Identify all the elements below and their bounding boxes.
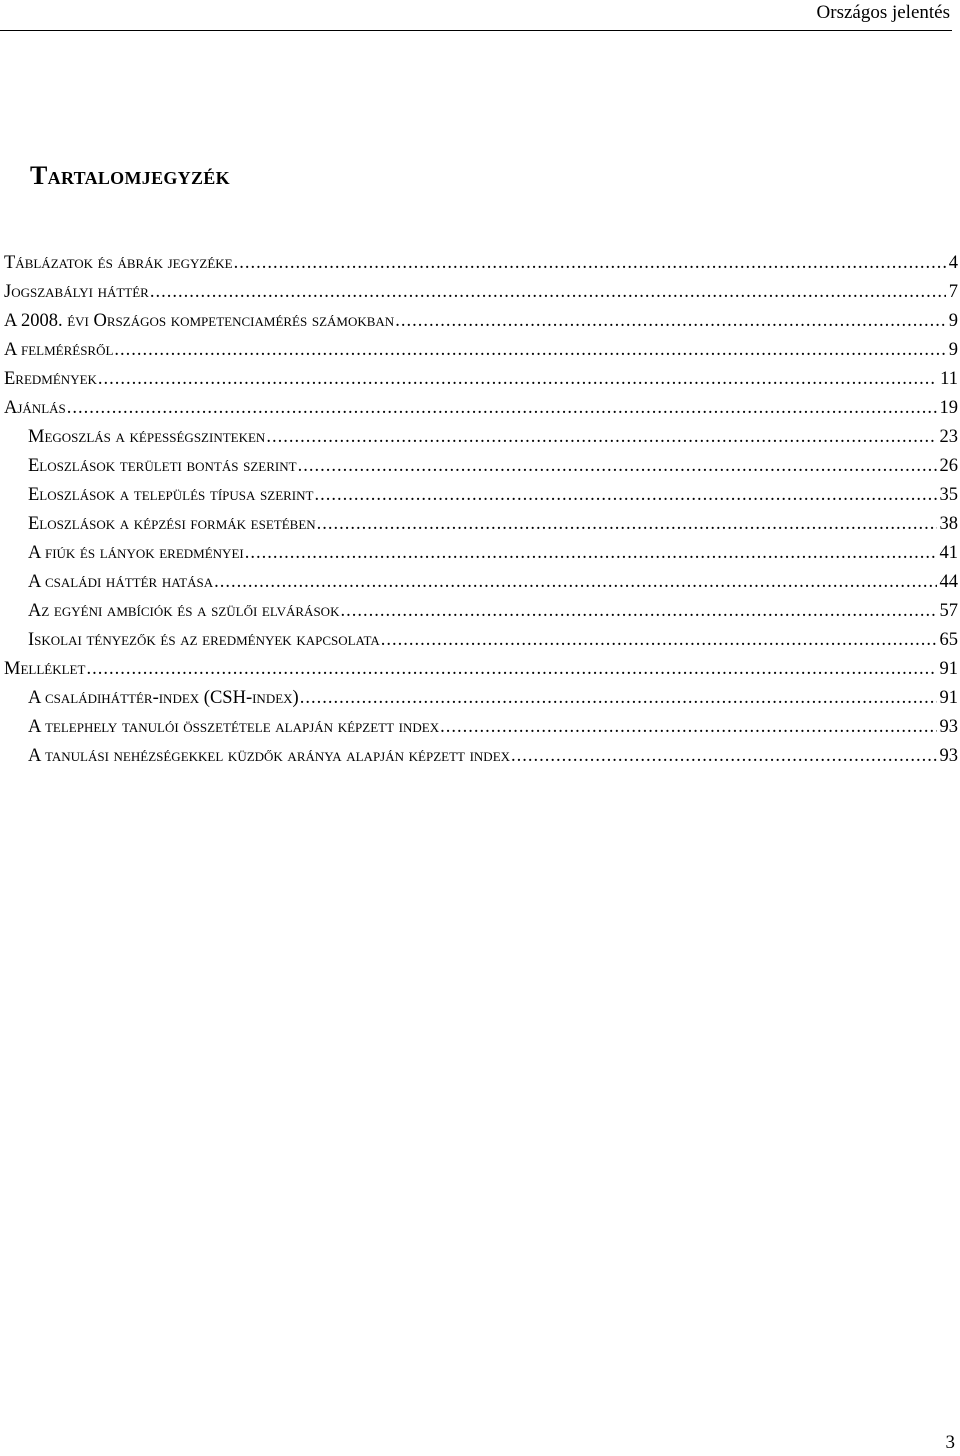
toc-dot-leader <box>98 365 937 394</box>
toc-dot-leader <box>266 423 936 452</box>
toc-entry-label: A 2008. évi Országos kompetenciamérés számokban <box>4 311 395 331</box>
toc-entry[interactable] <box>0 713 958 742</box>
page-number: 3 <box>945 1432 955 1453</box>
toc-list <box>0 249 958 771</box>
toc-entry[interactable] <box>0 655 958 684</box>
toc-entry-label: Eloszlások a település típusa szerint <box>28 485 314 505</box>
toc-entry-page: 19 <box>939 398 958 418</box>
toc-entry-page: 91 <box>939 688 958 708</box>
toc-entry-label: Melléklet <box>4 659 86 679</box>
toc-dot-leader <box>234 249 946 278</box>
toc-entry-label: A családi háttér hatása <box>28 572 214 592</box>
toc-entry-label: Ajánlás <box>4 398 66 418</box>
toc-entry-label: Táblázatok és ábrák jegyzéke <box>4 253 233 273</box>
toc-entry[interactable] <box>0 597 958 626</box>
toc-entry-page: 41 <box>939 543 958 563</box>
toc-entry-page: 93 <box>939 746 958 766</box>
toc-dot-leader <box>300 684 937 713</box>
toc-entry-label: Eredmények <box>4 369 97 389</box>
toc-entry-page: 35 <box>939 485 958 505</box>
toc-entry[interactable] <box>0 336 958 365</box>
toc-entry[interactable] <box>0 249 958 278</box>
toc-dot-leader <box>298 452 937 481</box>
toc-entry[interactable] <box>0 481 958 510</box>
toc-entry-label: A felmérésről <box>4 340 114 360</box>
toc-entry[interactable] <box>0 307 958 336</box>
toc-entry[interactable] <box>0 510 958 539</box>
toc-entry-page: 7 <box>948 282 958 302</box>
toc-entry-label: Eloszlások a képzési formák esetében <box>28 514 316 534</box>
toc-entry[interactable] <box>0 394 958 423</box>
toc-entry-page: 9 <box>948 340 958 360</box>
toc-entry-label: A telephely tanulói összetétele alapján képzett index <box>28 717 440 737</box>
toc-entry-page: 65 <box>939 630 958 650</box>
toc-entry-label: Megoszlás a képességszinteken <box>28 427 266 447</box>
toc-entry[interactable] <box>0 742 958 771</box>
toc-entry-page: 38 <box>939 514 958 534</box>
toc-entry-label: Jogszabályi háttér <box>4 282 149 302</box>
toc-dot-leader <box>245 539 937 568</box>
toc-entry-label: Az egyéni ambíciók és a szülői elvárások <box>28 601 340 621</box>
toc-entry-page: 91 <box>939 659 958 679</box>
toc-dot-leader <box>150 278 946 307</box>
toc-entry[interactable] <box>0 684 958 713</box>
toc-entry[interactable] <box>0 539 958 568</box>
toc-entry-page: 23 <box>939 427 958 447</box>
toc-entry-page: 9 <box>948 311 958 331</box>
toc-entry-label: A családiháttér-index (CSH-index) <box>28 688 299 708</box>
toc-dot-leader <box>511 742 936 771</box>
toc-entry-page: 26 <box>939 456 958 476</box>
toc-entry-label: A tanulási nehézségekkel küzdők aránya alapján képzett index <box>28 746 511 766</box>
toc-entry[interactable] <box>0 423 958 452</box>
toc-entry[interactable] <box>0 365 958 394</box>
toc-entry-label: A fiúk és lányok eredményei <box>28 543 244 563</box>
toc-dot-leader <box>381 626 937 655</box>
toc-dot-leader <box>214 568 936 597</box>
toc-title: Tartalomjegyzék <box>30 161 230 190</box>
toc-entry-page: 11 <box>940 369 958 389</box>
toc-dot-leader <box>340 597 936 626</box>
toc-entry-page: 93 <box>939 717 958 737</box>
toc-dot-leader <box>114 336 945 365</box>
toc-dot-leader <box>67 394 937 423</box>
toc-entry[interactable] <box>0 568 958 597</box>
toc-entry-label: Eloszlások területi bontás szerint <box>28 456 297 476</box>
toc-entry-label: Iskolai tényezők és az eredmények kapcsolata <box>28 630 380 650</box>
toc-entry[interactable] <box>0 452 958 481</box>
toc-entry-page: 4 <box>948 253 958 273</box>
toc-dot-leader <box>314 481 936 510</box>
toc-entry[interactable] <box>0 278 958 307</box>
toc-entry[interactable] <box>0 626 958 655</box>
toc-entry-page: 44 <box>939 572 958 592</box>
toc-dot-leader <box>317 510 937 539</box>
toc-dot-leader <box>395 307 946 336</box>
header-divider <box>0 30 952 31</box>
toc-dot-leader <box>86 655 936 684</box>
running-header-title: Országos jelentés <box>816 2 950 23</box>
toc-entry-page: 57 <box>939 601 958 621</box>
toc-dot-leader <box>440 713 936 742</box>
